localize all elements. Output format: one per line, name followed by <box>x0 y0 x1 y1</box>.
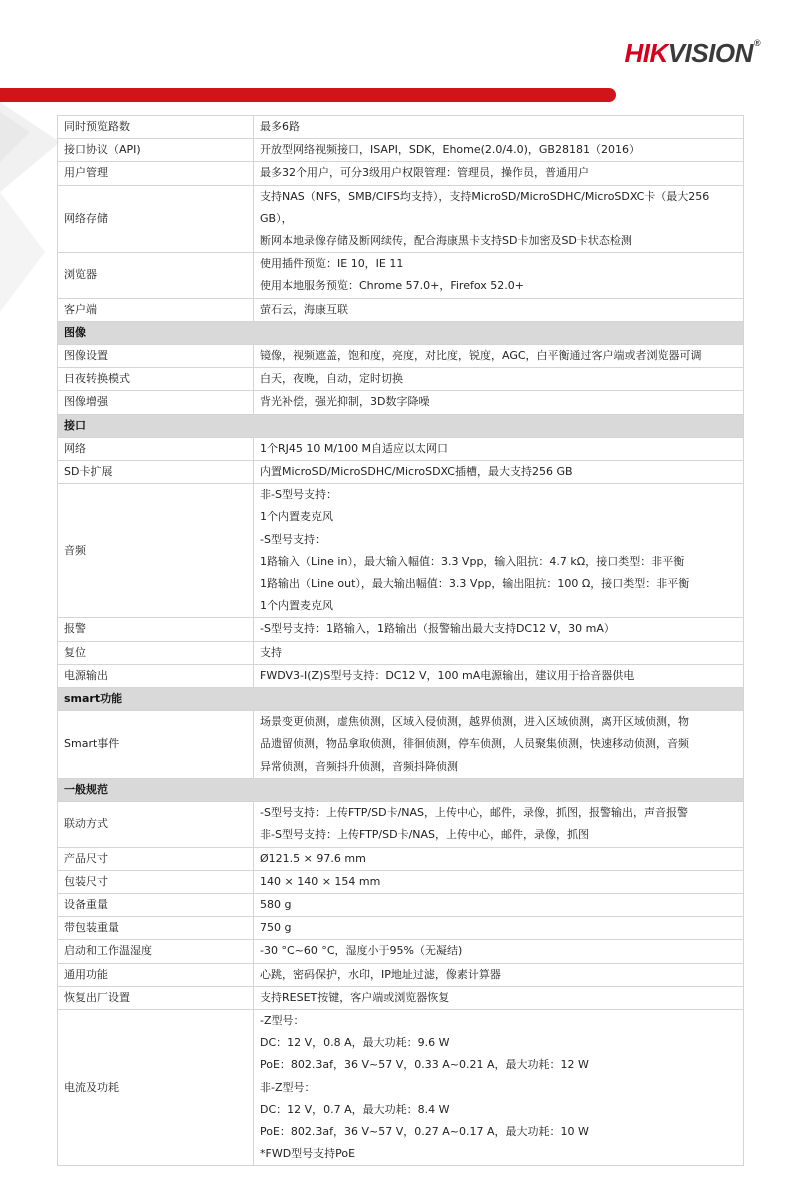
spec-key: 报警 <box>58 618 254 641</box>
spec-key: 网络 <box>58 437 254 460</box>
section-title: 接口 <box>58 414 744 437</box>
spec-key: 网络存储 <box>58 185 254 253</box>
spec-value-line: 使用插件预览：IE 10，IE 11 <box>260 257 404 271</box>
spec-value <box>254 461 744 484</box>
spec-value <box>254 1009 744 1165</box>
spec-row <box>58 162 744 185</box>
spec-row <box>58 802 744 847</box>
spec-value <box>254 963 744 986</box>
decorative-triangles <box>0 102 60 322</box>
spec-row <box>58 368 744 391</box>
spec-row <box>58 253 744 298</box>
spec-row <box>58 139 744 162</box>
spec-value <box>254 847 744 870</box>
spec-row <box>58 461 744 484</box>
spec-key: 音频 <box>58 484 254 618</box>
spec-key: 同时预览路数 <box>58 116 254 139</box>
spec-value <box>254 368 744 391</box>
spec-row <box>58 986 744 1009</box>
spec-key: 图像增强 <box>58 391 254 414</box>
spec-row <box>58 963 744 986</box>
spec-value <box>254 253 744 298</box>
spec-value <box>254 162 744 185</box>
spec-row <box>58 664 744 687</box>
spec-row <box>58 870 744 893</box>
spec-value-line: PoE：802.3af，36 V~57 V，0.33 A~0.21 A，最大功耗：12 W <box>260 1058 589 1072</box>
spec-value-line: 非-S型号支持： <box>260 488 337 502</box>
spec-key: 通用功能 <box>58 963 254 986</box>
section-header-row <box>58 688 744 711</box>
spec-value-line: 内置MicroSD/MicroSDHC/MicroSDXC插槽，最大支持256 GB <box>260 465 573 479</box>
spec-value-line: -S型号支持： <box>260 532 326 546</box>
spec-value-line: 580 g <box>260 897 292 911</box>
section-title: 图像 <box>58 321 744 344</box>
spec-row <box>58 345 744 368</box>
spec-row <box>58 298 744 321</box>
spec-row <box>58 711 744 779</box>
spec-value <box>254 391 744 414</box>
spec-key: 设备重量 <box>58 893 254 916</box>
spec-key: 带包装重量 <box>58 917 254 940</box>
spec-key: 接口协议（API) <box>58 139 254 162</box>
spec-key: 日夜转换模式 <box>58 368 254 391</box>
spec-table-body <box>58 116 744 1166</box>
spec-value-line: 1路输入（Line in），最大输入幅值：3.3 Vpp，输入阻抗：4.7 kΩ，接口类型：非平衡 <box>260 554 685 568</box>
spec-value-line: 1个内置麦克风 <box>260 510 333 524</box>
spec-key: Smart事件 <box>58 711 254 779</box>
spec-table <box>57 115 744 1166</box>
spec-value-line: 140 × 140 × 154 mm <box>260 874 381 888</box>
spec-key: 用户管理 <box>58 162 254 185</box>
spec-value-line: DC：12 V，0.7 A，最大功耗：8.4 W <box>260 1102 450 1116</box>
spec-value-line: 1个RJ45 10 M/100 M自适应以太网口 <box>260 441 449 455</box>
spec-value-line: 心跳，密码保护，水印，IP地址过滤，像素计算器 <box>260 967 501 981</box>
spec-value <box>254 298 744 321</box>
spec-key: 启动和工作温湿度 <box>58 940 254 963</box>
spec-value <box>254 802 744 847</box>
spec-value <box>254 618 744 641</box>
spec-value <box>254 664 744 687</box>
spec-row <box>58 1009 744 1165</box>
spec-value-line: 异常侦测，音频抖升侦测，音频抖降侦测 <box>260 759 458 773</box>
spec-value-line: *FWD型号支持PoE <box>260 1147 356 1161</box>
spec-value-line: 断网本地录像存储及断网续传，配合海康黑卡支持SD卡加密及SD卡状态检测 <box>260 234 632 248</box>
spec-key: 图像设置 <box>58 345 254 368</box>
spec-value-line: 非-S型号支持：上传FTP/SD卡/NAS，上传中心，邮件，录像，抓图 <box>260 828 590 842</box>
spec-row <box>58 437 744 460</box>
spec-value-line: -S型号支持：上传FTP/SD卡/NAS，上传中心，邮件，录像，抓图，报警输出，声音报警 <box>260 806 689 820</box>
spec-value <box>254 345 744 368</box>
spec-value-line: 场景变更侦测，虚焦侦测，区域入侵侦测，越界侦测，进入区域侦测，离开区域侦测，物 <box>260 715 689 729</box>
spec-value-line: 开放型网络视频接口，ISAPI，SDK，Ehome(2.0/4.0)，GB28181（2016） <box>260 143 640 157</box>
spec-value <box>254 986 744 1009</box>
spec-value-line: 1路输出（Line out），最大输出幅值：3.3 Vpp，输出阻抗：100 Ω，接口类型：非平衡 <box>260 577 690 591</box>
spec-value-line: 1个内置麦克风 <box>260 599 333 613</box>
section-title: smart功能 <box>58 688 744 711</box>
header-red-bar <box>0 88 616 102</box>
spec-value <box>254 870 744 893</box>
spec-row <box>58 391 744 414</box>
spec-row <box>58 185 744 253</box>
spec-value <box>254 437 744 460</box>
spec-row <box>58 641 744 664</box>
spec-key: 电流及功耗 <box>58 1009 254 1165</box>
section-header-row <box>58 778 744 801</box>
spec-key: 浏览器 <box>58 253 254 298</box>
spec-value-line: -S型号支持：1路输入，1路输出（报警输出最大支持DC12 V，30 mA） <box>260 622 615 636</box>
spec-value <box>254 917 744 940</box>
spec-value <box>254 711 744 779</box>
spec-key: 产品尺寸 <box>58 847 254 870</box>
spec-row <box>58 484 744 618</box>
spec-key: SD卡扩展 <box>58 461 254 484</box>
spec-value-line: 最多6路 <box>260 120 300 133</box>
spec-key: 复位 <box>58 641 254 664</box>
spec-row <box>58 940 744 963</box>
spec-key: 客户端 <box>58 298 254 321</box>
spec-key: 电源输出 <box>58 664 254 687</box>
spec-value <box>254 185 744 253</box>
spec-row <box>58 116 744 139</box>
spec-key: 包装尺寸 <box>58 870 254 893</box>
spec-value <box>254 484 744 618</box>
spec-value-line: FWDV3-I(Z)S型号支持：DC12 V，100 mA电源输出，建议用于拾音器供电 <box>260 668 635 682</box>
section-title: 一般规范 <box>58 778 744 801</box>
section-header-row <box>58 321 744 344</box>
spec-row <box>58 917 744 940</box>
spec-value-line: 750 g <box>260 921 292 935</box>
spec-value <box>254 116 744 139</box>
spec-value-line: 使用本地服务预览：Chrome 57.0+，Firefox 52.0+ <box>260 279 524 293</box>
spec-value-line: 背光补偿，强光抑制，3D数字降噪 <box>260 395 430 409</box>
spec-value-line: 支持NAS（NFS，SMB/CIFS均支持），支持MicroSD/MicroSDHC/MicroSDXC卡（最大256 GB）， <box>260 189 710 225</box>
spec-key: 联动方式 <box>58 802 254 847</box>
spec-value <box>254 641 744 664</box>
spec-row <box>58 893 744 916</box>
spec-value-line: 镜像，视频遮盖，饱和度，亮度，对比度，锐度，AGC，白平衡通过客户端或者浏览器可调 <box>260 349 702 363</box>
section-header-row <box>58 414 744 437</box>
spec-row <box>58 618 744 641</box>
spec-value-line: 最多32个用户，可分3级用户权限管理：管理员，操作员，普通用户 <box>260 166 589 180</box>
spec-value <box>254 139 744 162</box>
spec-value <box>254 893 744 916</box>
spec-value-line: 白天，夜晚，自动，定时切换 <box>260 372 403 386</box>
spec-key: 恢复出厂设置 <box>58 986 254 1009</box>
spec-value-line: PoE：802.3af，36 V~57 V，0.27 A~0.17 A，最大功耗：10 W <box>260 1124 589 1138</box>
spec-row <box>58 847 744 870</box>
spec-value-line: Ø121.5 × 97.6 mm <box>260 851 366 865</box>
spec-value-line: 非-Z型号： <box>260 1080 316 1094</box>
spec-value-line: -Z型号： <box>260 1013 305 1027</box>
spec-value-line: DC：12 V，0.8 A，最大功耗：9.6 W <box>260 1036 450 1050</box>
spec-value <box>254 940 744 963</box>
spec-value-line: -30 °C~60 °C，湿度小于95%（无凝结) <box>260 944 463 958</box>
spec-value-line: 支持 <box>260 645 282 659</box>
brand-logo: HIKVISION® <box>624 38 760 68</box>
spec-value-line: 萤石云，海康互联 <box>260 302 348 316</box>
spec-value-line: 支持RESET按键，客户端或浏览器恢复 <box>260 990 450 1004</box>
spec-value-line: 品遗留侦测，物品拿取侦测，徘徊侦测，停车侦测，人员聚集侦测，快速移动侦测，音频 <box>260 737 689 751</box>
